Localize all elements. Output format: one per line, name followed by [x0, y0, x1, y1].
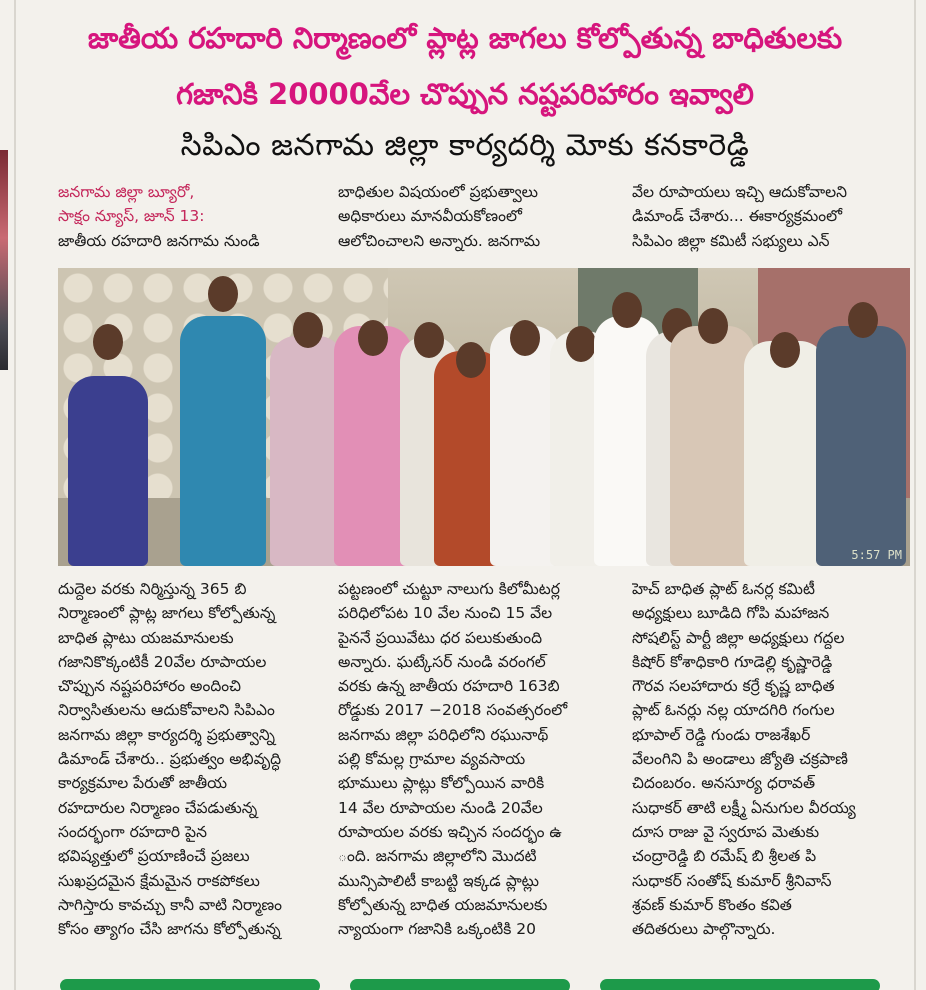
subheadline: సిపిఎం జనగామ జిల్లా కార్యదర్శి మోకు కనకారెడ్డి — [180, 128, 750, 163]
article-text-line: నిర్మాణంలో ప్లాట్ల జాగలు కోల్పోతున్న — [58, 604, 276, 623]
person-head — [848, 302, 878, 338]
photo-timestamp: 5:57 PM — [851, 548, 902, 562]
person-head — [510, 320, 540, 356]
article-text-line: వరకు ఉన్న జాతీయ రహదారి 163బి — [338, 677, 560, 696]
article-text-line: దుద్దెల వరకు నిర్మిస్తున్న 365 బి — [58, 580, 247, 598]
article-text-line: సుధాకర్ తాటి లక్ష్మీ ఏనుగుల వీరయ్య — [632, 798, 856, 817]
article-text-line: సుఖప్రదమైన క్షేమమైన రాకపోకలు — [58, 871, 260, 890]
article-text-line: అధికారులు మానవీయకోణంలో — [338, 207, 522, 226]
article-text-line: శ్రవణ్ కుమార్ కొంతం కవిత — [632, 895, 792, 914]
article-text-line: ప్లాట్ ఓనర్లు నల్ల యాదగిరి గంగుల — [632, 701, 835, 720]
article-text-line: పైననే ప్రయివేటు ధర పలుకుతుంది — [338, 628, 543, 647]
headline-line-2: గజానికి 20000వేల చొప్పున నష్టపరిహారం ఇవ్వాలి — [176, 77, 754, 111]
bottom-column-3 — [632, 577, 900, 941]
next-article-headline-cropped — [20, 975, 910, 990]
person-figure — [68, 376, 148, 566]
article-text-line: గజానికొక్కంటికీ 20వేల రూపాయల — [58, 652, 267, 671]
article-text-line: న్యాయంగా గజానికి ఒక్కంటికి 20 — [338, 920, 536, 939]
article-text-line: వేలంగిని పి అండాలు జ్యోతి చక్రపాణి — [632, 750, 848, 769]
top-column-3 — [632, 180, 900, 253]
person-figure — [744, 341, 826, 566]
person-head — [414, 322, 444, 358]
column-rule-right — [914, 0, 916, 990]
person-head — [93, 324, 123, 360]
article-text-line: 14 వేల రూపాయల నుండి 20వేల — [338, 798, 543, 817]
newspaper-article — [20, 0, 910, 990]
article-photo — [58, 268, 910, 566]
person-head — [770, 332, 800, 368]
article-text-line: కోల్పోతున్న బాధిత యజమానులకు — [338, 895, 548, 914]
article-text-line: చంద్రారెడ్డి బి రమేష్ బి శ్రీలత పి — [632, 847, 817, 866]
headline-line-1: జాతీయ రహదారి నిర్మాణంలో ప్లాట్ల జాగలు కోల్పోతున్న బాధితులకు — [87, 21, 843, 55]
article-text-line: జాతీయ రహదారి జనగామ నుండి — [58, 231, 260, 250]
article-text-line: డిమాండ్ చేశారు... ఈకార్యక్రమంలో — [632, 207, 843, 226]
person-figure — [670, 326, 754, 566]
article-text-line: అధ్యక్షులు బూడిది గోపి మహాజన — [632, 604, 830, 623]
article-text-line: దూస రాజు వై స్వరూప మెతుకు — [632, 822, 820, 841]
article-text-line: సాగిస్తారు కావచ్చు కానీ వాటి నిర్మాణం — [58, 895, 283, 914]
top-column-1 — [58, 180, 326, 253]
article-text-line: సందర్భంగా రహదారి పైన — [58, 822, 207, 841]
article-text-line: తదితరులు పాల్గొన్నారు. — [632, 920, 776, 939]
article-text-line: నిర్వాసితులను ఆదుకోవాలని సిపిఎం — [58, 701, 275, 720]
article-text-line: చిదంబరం. అనసూర్య ధరావత్ — [632, 774, 816, 793]
article-text-line: భవిష్యత్తులో ప్రయాణించే ప్రజలు — [58, 847, 250, 866]
bottom-column-1 — [58, 577, 326, 941]
person-head — [566, 326, 596, 362]
article-text-line: పరిధిలోపట 10 వేల నుంచి 15 వేల — [338, 604, 553, 623]
bottom-column-2 — [338, 577, 606, 941]
column-rule-left — [14, 0, 16, 990]
article-text-line: భూములు ప్లాట్లు కోల్పోయిన వారికి — [338, 774, 545, 793]
person-head — [358, 320, 388, 356]
article-text-line: బాధితుల విషయంలో ప్రభుత్వాలు — [338, 183, 539, 201]
article-text-line: ంది. జనగామ జిల్లాలోని మొదటి — [338, 847, 537, 866]
article-text-line: రహదారుల నిర్మాణం చేపడుతున్న — [58, 798, 258, 817]
article-text-line: సోషలిస్ట్ పార్టీ జిల్లా అధ్యక్షులు గద్దల — [632, 628, 845, 647]
dateline-bureau: జనగామ జిల్లా బ్యూరో, — [58, 183, 195, 201]
article-text-line: మున్సిపాలిటీ కాబట్టి ఇక్కడ ప్లాట్లు — [338, 871, 540, 890]
article-text-line: భూపాల్ రెడ్డి గుండు రాజశేఖర్ — [632, 725, 811, 744]
person-head — [698, 308, 728, 344]
article-text-line: వేల రూపాయలు ఇచ్చి ఆదుకోవాలని — [632, 183, 848, 201]
person-head — [208, 276, 238, 312]
article-text-line: సిపిఎం జిల్లా కమిటీ సభ్యులు ఎన్ — [632, 231, 830, 250]
article-text-line: అన్నారు. ఘట్కేసర్ నుండి వరంగల్ — [338, 652, 546, 671]
dateline-date: సాక్షం న్యూస్, జూన్ 13: — [58, 207, 205, 226]
article-text-line: చొప్పున నష్టపరిహారం అందించి — [58, 677, 241, 696]
article-text-line: సుధాకర్ సంతోష్ కుమార్ శ్రీనివాస్ — [632, 871, 832, 890]
article-text-line: డిమాండ్ చేశారు.. ప్రభుత్వం అభివృద్ధి — [58, 750, 282, 769]
article-text-line: జనగామ జిల్లా పరిధిలోని రఘునాథ్ — [338, 725, 549, 744]
top-column-2 — [338, 180, 606, 253]
article-text-line: రోడ్డుకు 2017 −2018 సంవత్సరంలో — [338, 701, 568, 720]
person-head — [456, 342, 486, 378]
person-figure — [816, 326, 906, 566]
article-text-line: కిషోర్ కోశాధికారి గూడెల్లి కృష్ణారెడ్డి — [632, 652, 833, 671]
article-text-line: బాధిత ప్లాటు యజమానులకు — [58, 628, 234, 647]
person-figure — [270, 336, 344, 566]
article-text-line: ఆలోచించాలని అన్నారు. జనగామ — [338, 231, 541, 250]
article-text-line: గౌరవ సలహాదారు కర్రే కృష్ణ బాధిత — [632, 677, 835, 696]
article-text-line: కోసం త్యాగం చేసి జాగను కోల్పోతున్న — [58, 920, 281, 939]
article-text-line: హెచ్ బాధిత ప్లాట్ ఓనర్ల కమిటీ — [632, 580, 815, 598]
article-text-line: పట్టణంలో చుట్టూ నాలుగు కిలోమీటర్ల — [338, 580, 560, 598]
adjacent-page-edge — [0, 150, 8, 370]
person-figure — [180, 316, 266, 566]
person-head — [293, 312, 323, 348]
article-text-line: రూపాయల వరకు ఇచ్చిన సందర్భం ఉ — [338, 822, 562, 841]
article-text-line: జనగామ జిల్లా కార్యదర్శి ప్రభుత్వాన్ని — [58, 725, 275, 744]
article-text-line: పల్లి కోమల్ల గ్రామాల వ్యవసాయ — [338, 750, 526, 769]
person-head — [612, 292, 642, 328]
article-text-line: కార్యక్రమాల పేరుతో జాతీయ — [58, 774, 228, 793]
